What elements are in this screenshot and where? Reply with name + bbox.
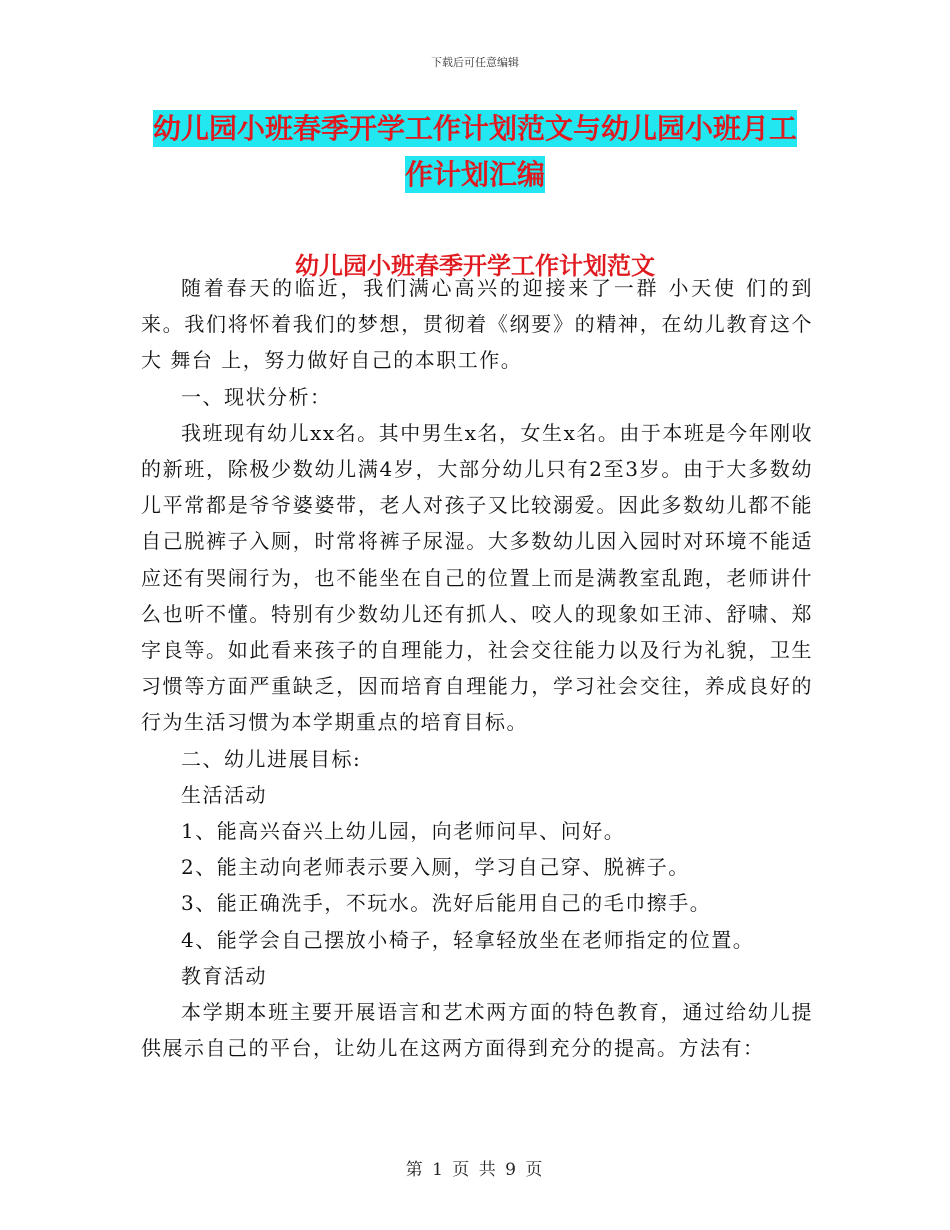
subheading-life-activities: 生活活动 — [181, 782, 267, 807]
subheading-education-activities: 教育活动 — [181, 963, 267, 988]
document-title-line-1: 幼儿园小班春季开学工作计划范文与幼儿园小班月工 — [152, 112, 797, 145]
document-body — [141, 270, 813, 1066]
document-title-line-2: 作计划汇编 — [404, 158, 545, 191]
section-title: 幼儿园小班春季开学工作计划范文 — [295, 251, 655, 280]
list-item: 4、能学会自己摆放小椅子，轻拿轻放坐在老师指定的位置。 — [181, 927, 755, 952]
document-title — [0, 106, 950, 198]
paragraph-intro: 随着春天的临近，我们满心高兴的迎接来了一群 小天使 们的到来。我们将怀着我们的梦想，贯彻着《纲要》的精神，在幼儿教育这个大 舞台 上，努力做好自己的本职工作。 — [141, 276, 813, 373]
header-note: 下载后可任意编辑 — [431, 56, 519, 69]
list-item: 1、能高兴奋兴上幼儿园，向老师问早、问好。 — [181, 819, 626, 844]
list-item: 2、能主动向老师表示要入厕，学习自己穿、脱裤子。 — [181, 855, 690, 880]
page-number: 第 1 页 共 9 页 — [405, 1160, 545, 1180]
heading-status-analysis: 一、现状分析： — [181, 384, 332, 409]
paragraph-status: 我班现有幼儿xx名。其中男生x名，女生x名。由于本班是今年刚收的新班，除极少数幼儿满4岁，大部分幼儿只有2至3岁。由于大多数幼儿平常都是爷爷婆婆带，老人对孩子又比较溺爱。因此多数幼儿都不能自己脱裤子入厕，时常将裤子尿湿。大多数幼儿因入园时对环境不能适应还有哭闹行为，也不能坐在自己的位置上而是满教室乱跑，老师讲什么也听不懂。特别有少数幼儿还有抓人、咬人的现象如王沛、舒啸、郑字良等。如此看来孩子的自理能力，社会交往能力以及行为礼貌，卫生习惯等方面严重缺乏，因而培育自理能力，学习社会交往，养成良好的行为生活习惯为本学期重点的培育目标。 — [141, 420, 813, 735]
heading-development-goals: 二、幼儿进展目标: — [181, 746, 362, 771]
paragraph-education: 本学期本班主要开展语言和艺术两方面的特色教育，通过给幼儿提供展示自己的平台，让幼儿在这两方面得到充分的提高。方法有： — [141, 1000, 813, 1061]
list-item: 3、能正确洗手，不玩水。洗好后能用自己的毛巾擦手。 — [181, 891, 712, 916]
